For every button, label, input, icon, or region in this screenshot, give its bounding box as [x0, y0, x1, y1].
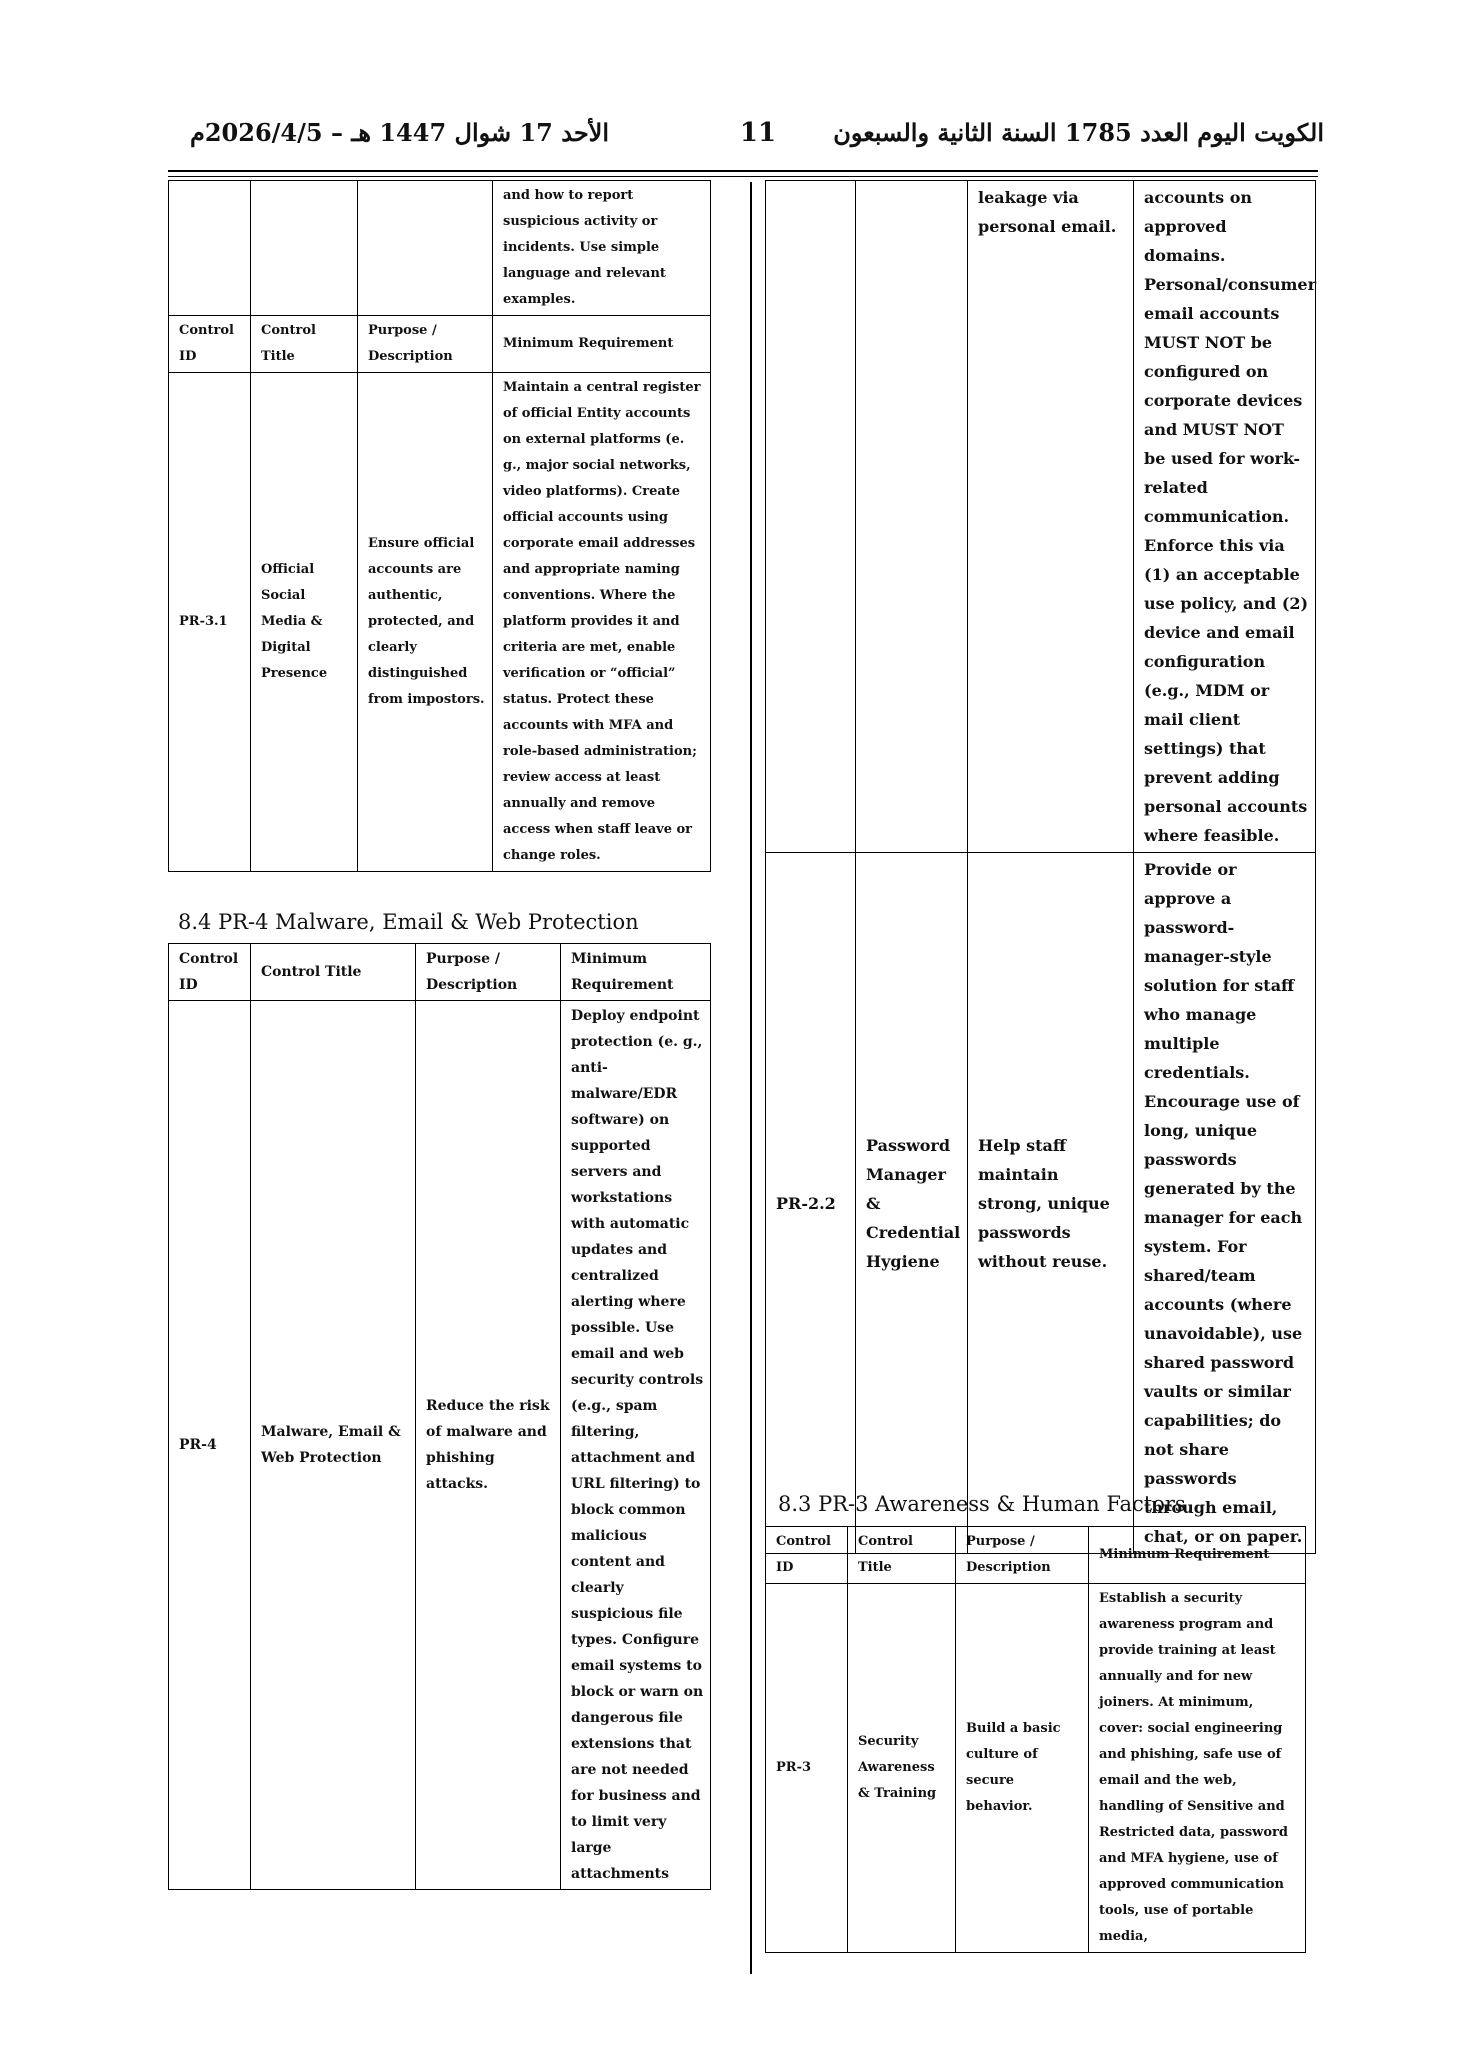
table-row: [766, 853, 1316, 1554]
header-date: الأحد 17 شوال 1447 هـ – 2026/4/5م: [190, 118, 610, 147]
col-header-id: Control ID: [169, 316, 251, 373]
control-purpose: Help staff maintain strong, unique passwords without reuse.: [968, 853, 1134, 1554]
control-requirement: Establish a security awareness program and provide training at least annually and for new joiners. At minimum, cover: social engineering and phishing, safe use of email and the web, handling of Sensitive and Restricted data, password and MFA hygiene, use of approved communication tools, use of portable media,: [1089, 1584, 1306, 1953]
header-publication: الكويت اليوم العدد 1785 السنة الثانية والسبعون: [833, 118, 1324, 147]
control-id: PR-2.2: [766, 853, 856, 1554]
pr-3-1-table: [168, 180, 711, 872]
col-header-req: Minimum Requirement: [493, 316, 711, 373]
control-id: PR-3.1: [169, 373, 251, 872]
control-purpose: Build a basic culture of secure behavior.: [956, 1584, 1089, 1953]
control-title: Official Social Media & Digital Presence: [251, 373, 358, 872]
table-row: [169, 181, 711, 316]
col-header-id: Control ID: [169, 944, 251, 1001]
col-header-title: Control Title: [251, 316, 358, 373]
table-row: [766, 1584, 1306, 1953]
control-requirement: Deploy endpoint protection (e. g., anti-malware/EDR software) on supported servers and workstations with automatic updates and centralized alerting where possible. Use email and web security controls (e.g., spam filtering, attachment and URL filtering) to block common malicious content and clearly suspicious file types. Configure email systems to block or warn on dangerous file extensions that are not needed for business and to limit very large attachments: [561, 1001, 711, 1890]
table-row: [169, 1001, 711, 1890]
continued-requirement: and how to report suspicious activity or incidents. Use simple language and relevant examples.: [493, 181, 711, 316]
control-title: Security Awareness & Training: [848, 1584, 956, 1953]
control-id: PR-3: [766, 1584, 848, 1953]
col-header-id: Control ID: [766, 1527, 848, 1584]
control-purpose: Ensure official accounts are authentic, protected, and clearly distinguished from impostors.: [358, 373, 493, 872]
pr-2-2-table: [765, 180, 1316, 1554]
col-header-purpose: Purpose / Description: [358, 316, 493, 373]
control-purpose: Reduce the risk of malware and phishing attacks.: [416, 1001, 561, 1890]
col-header-purpose: Purpose / Description: [416, 944, 561, 1001]
table-row: [169, 373, 711, 872]
table-header-row: [766, 1527, 1306, 1584]
col-header-title: Control Title: [848, 1527, 956, 1584]
control-requirement: Maintain a central register of official Entity accounts on external platforms (e. g., major social networks, video platforms). Create official accounts using corporate email addresses and appropriate naming conventions. Where the platform provides it and criteria are met, enable verification or “official” status. Protect these accounts with MFA and role-based administration; review access at least annually and remove access when staff leave or change roles.: [493, 373, 711, 872]
pr-4-table: [168, 943, 711, 1890]
table-header-row: [169, 944, 711, 1001]
col-header-req: Minimum Requirement: [1089, 1527, 1306, 1584]
control-requirement: Provide or approve a password-manager-style solution for staff who manage multiple credentials. Encourage use of long, unique passwords generated by the manager for each system. For shared/team accounts (where unavoidable), use shared password vaults or similar capabilities; do not share passwords through email, chat, or on paper.: [1134, 853, 1316, 1554]
col-header-req: Minimum Requirement: [561, 944, 711, 1001]
col-header-purpose: Purpose / Description: [956, 1527, 1089, 1584]
pr-3-table: [765, 1526, 1306, 1953]
table-header-row: [169, 316, 711, 373]
control-title: Password Manager & Credential Hygiene: [856, 853, 968, 1554]
section-heading-8-3: 8.3 PR-3 Awareness & Human Factors: [778, 1492, 1186, 1516]
col-header-title: Control Title: [251, 944, 416, 1001]
control-title: Malware, Email & Web Protection: [251, 1001, 416, 1890]
page-number: 11: [739, 118, 777, 148]
section-heading-8-4: 8.4 PR-4 Malware, Email & Web Protection: [178, 910, 639, 934]
continued-requirement: accounts on approved domains. Personal/consumer email accounts MUST NOT be configured on corporate devices and MUST NOT be used for work-related communication. Enforce this via (1) an acceptable use policy, and (2) device and email configuration (e.g., MDM or mail client settings) that prevent adding personal accounts where feasible.: [1134, 181, 1316, 853]
header-rule-thin: [168, 176, 1318, 177]
table-row: [766, 181, 1316, 853]
continued-purpose: leakage via personal email.: [968, 181, 1134, 853]
column-separator: [750, 182, 752, 1974]
header-rule-thick: [168, 170, 1318, 172]
control-id: PR-4: [169, 1001, 251, 1890]
